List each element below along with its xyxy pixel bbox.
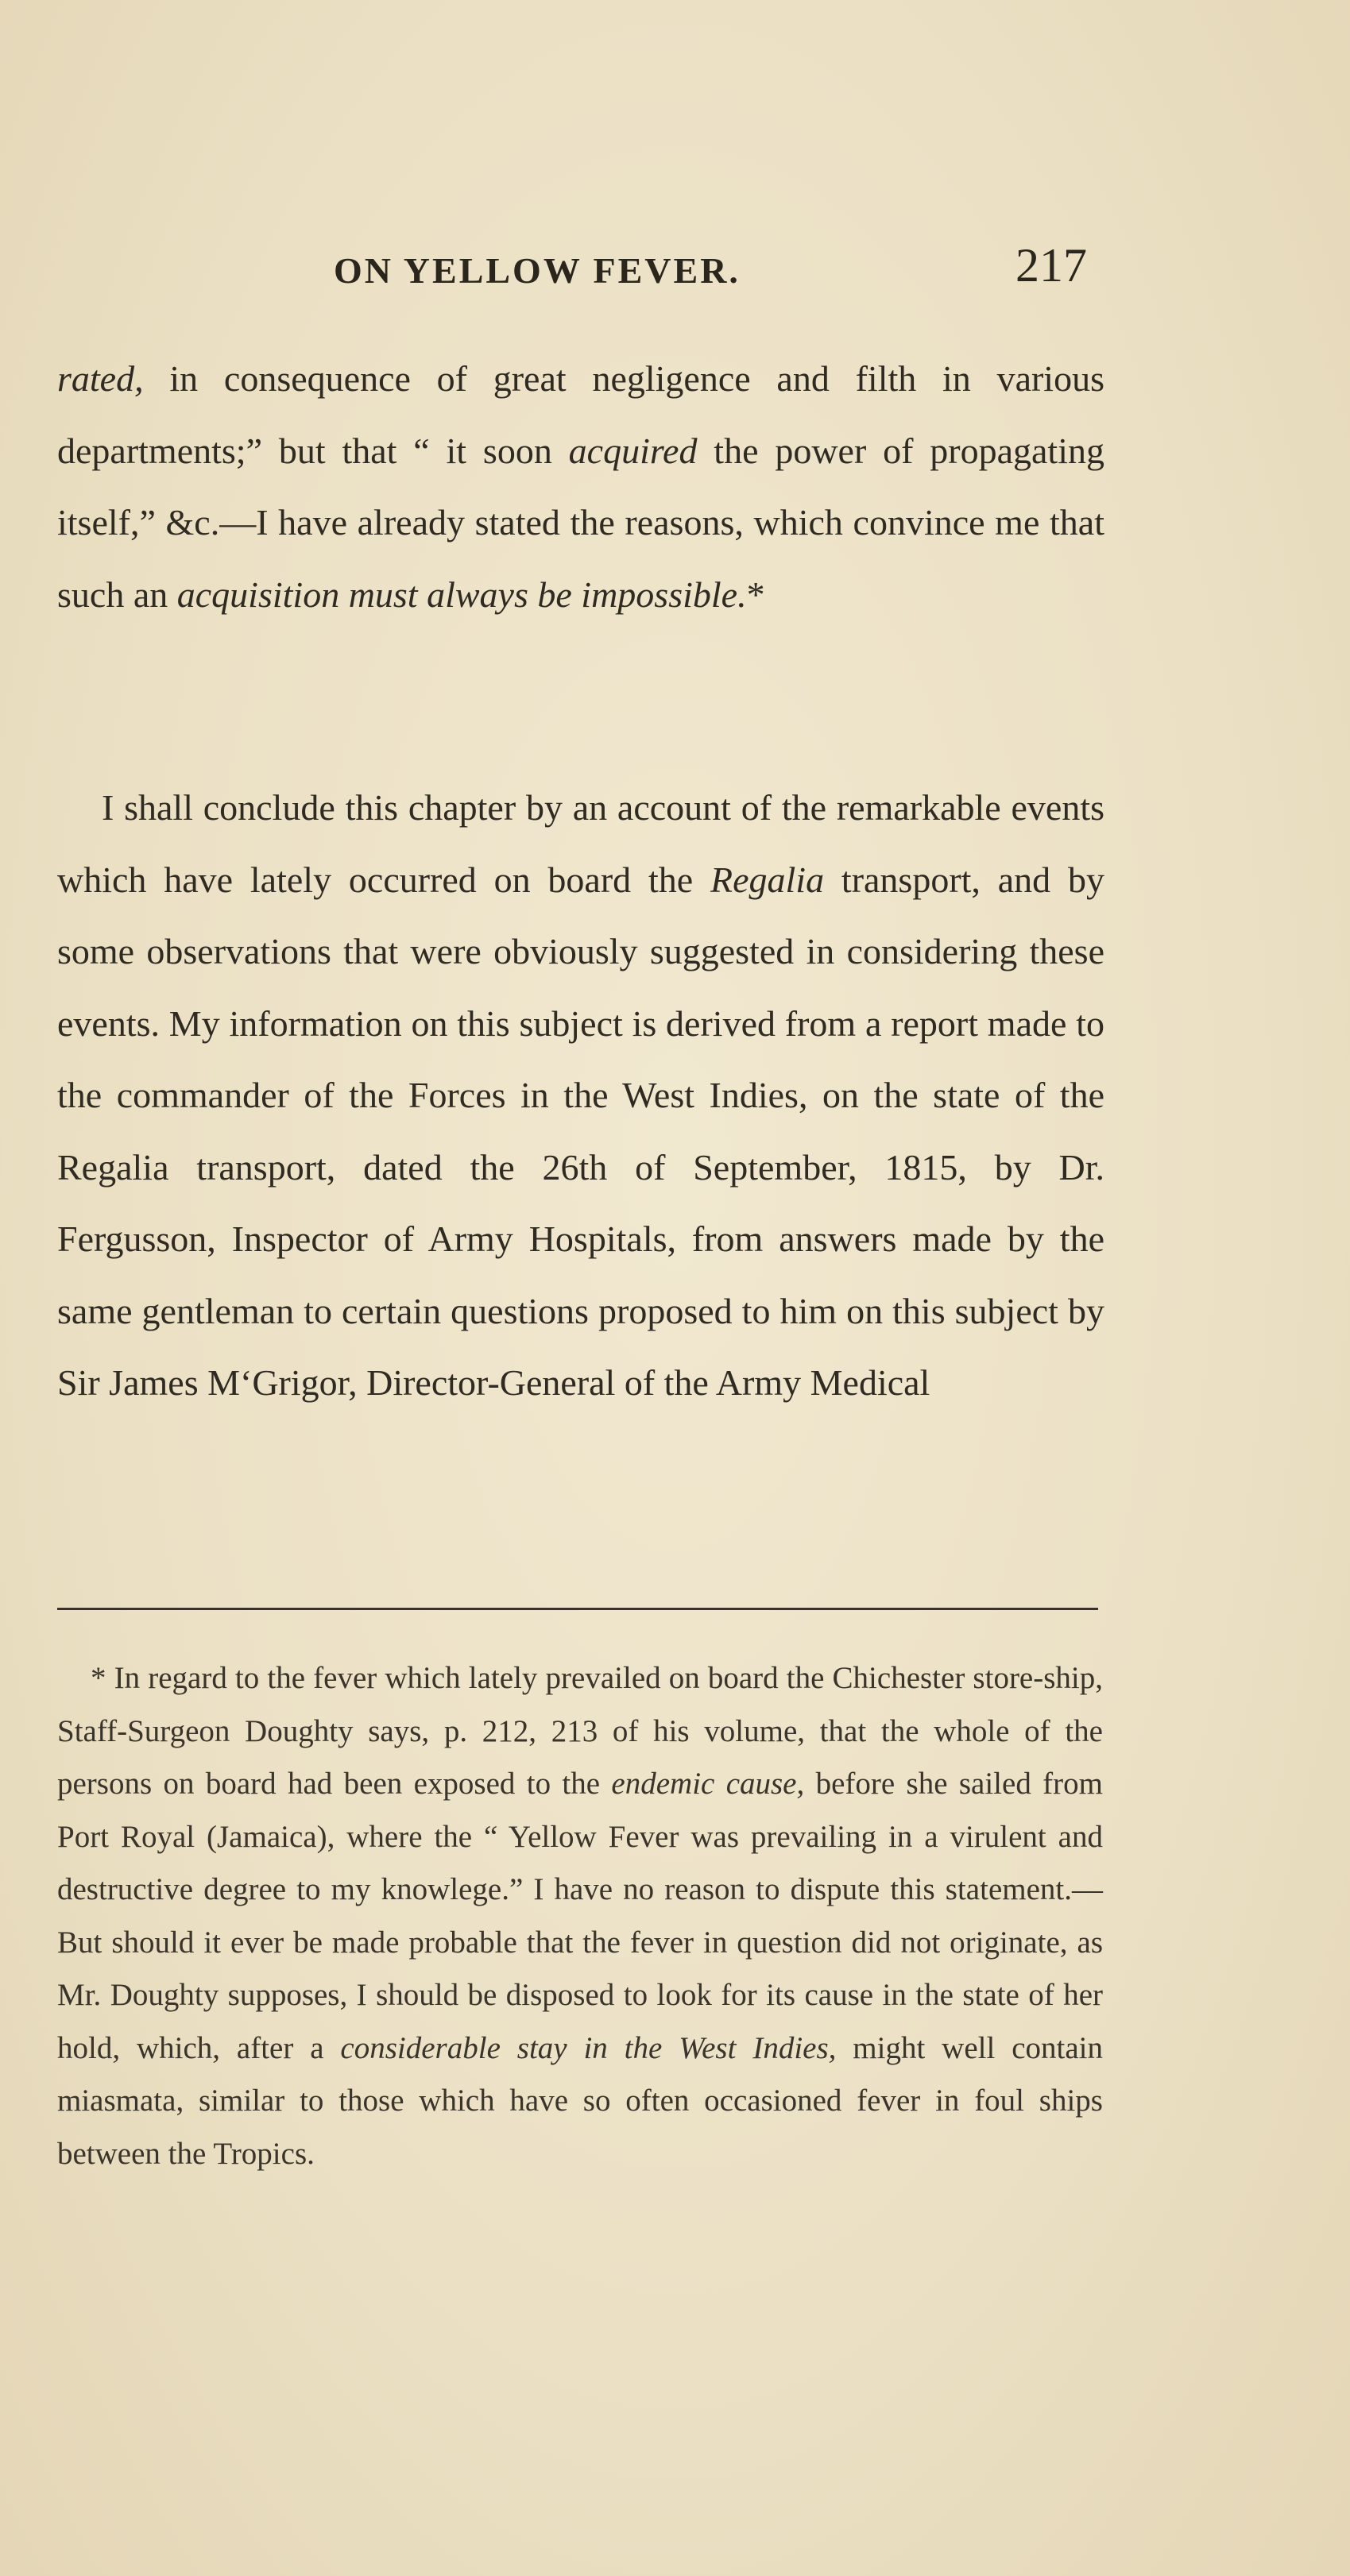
para2-text-a: I shall conclude this chapter by an account of the remarkable events which have lately occurred on board the (57, 787, 1104, 900)
page-number: 217 (1015, 239, 1087, 292)
footnote-divider (57, 1608, 1098, 1610)
para2-text-b: transport, and by some observations that were obviously suggested in considering these events. My information on this subject is derived from a report made to the commander of the Forces in the West Indies, on the state of the Regalia transport, dated the 26th of September, 1815, by Dr. Fergusson, Inspector of Army Hospitals, from answers made by the same gentleman to certain questions proposed to him on this subject by Sir James M‘Grigor, Director-General of the Army Medical (57, 859, 1104, 1403)
footnote-text (57, 1652, 1103, 2180)
footnote-text-c: might well contain miasmata, similar to those which have so often occasioned fever in foul ships between the Tropics. (57, 2030, 1103, 2171)
italic-considerable-stay: considerable stay in the West Indies, (340, 2030, 837, 2065)
page-header (0, 238, 1350, 302)
italic-acquisition: acquisition must always be impossible. (176, 574, 747, 615)
paragraph-2 (57, 772, 1104, 1419)
running-title: ON YELLOW FEVER. (334, 250, 741, 291)
para1-text-b: the power of propagating itself,” &c.—I have already stated the reasons, which convince me that such an (57, 430, 1104, 615)
italic-rated: rated, (57, 358, 144, 399)
footnote-text-b: before she sailed from Port Royal (Jamaica), where the “ Yellow Fever was prevailing in a virulent and destructive degree to my knowlege.” I have no reason to dispute this statement.—But should it ever be made probable that the fever in question did not originate, as Mr. Doughty supposes, I should be disposed to look for its cause in the state of her hold, which, after a (57, 1767, 1103, 2065)
paragraph-1-text (57, 343, 1104, 631)
italic-endemic-cause: endemic cause, (611, 1767, 805, 1801)
paragraph-2-text (57, 772, 1104, 1419)
paragraph-1 (57, 343, 1104, 631)
para1-text-a: in consequence of great negligence and filth in various departments;” but that “ it soon (57, 358, 1104, 471)
footnote (57, 1652, 1103, 2180)
footnote-text-a: * In regard to the fever which lately prevailed on board the Chichester store-ship, Staff-Surgeon Doughty says, p. 212, 213 of his volume, that the whole of the persons on board had been exposed to the (57, 1661, 1103, 1801)
italic-acquired: acquired (568, 430, 698, 471)
footnote-marker: * (746, 574, 765, 615)
italic-regalia: Regalia (710, 859, 825, 900)
